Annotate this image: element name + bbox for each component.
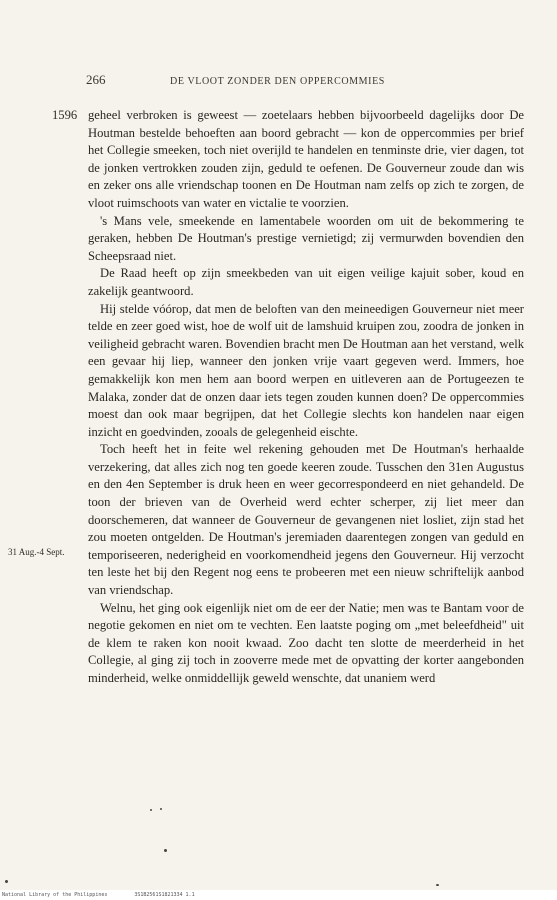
- running-head: [86, 72, 466, 88]
- scan-speck: [160, 808, 162, 810]
- paragraph: geheel verbroken is geweest — zoetelaars hebben bijvoorbeeld dagelijks door De Houtman bestelde behoeften aan boord gebracht — kon de oppercommies per brief het Collegie smeeken, toch niet overijld te handelen en tenminste drie, vier dagen, tot de jonken vertrokken zouden zijn, geduld te oefenen. De Gouverneur zoude dan wis en zeker ons alle vriendschap toonen en De Houtman nam zelfs op zich te zorgen, de vloot ruimschoots van water en victalie te voorzien.: [88, 108, 524, 210]
- running-title: DE VLOOT ZONDER DEN OPPERCOMMIES: [170, 76, 385, 87]
- footer-library: National Library of the Philippines: [2, 892, 108, 898]
- scan-speck: [150, 809, 152, 811]
- margin-date-range: 31 Aug.-4 Sept.: [8, 547, 65, 557]
- page-number: 266: [86, 72, 106, 87]
- scan-speck: [164, 849, 167, 852]
- scan-speck: [436, 884, 439, 886]
- margin-year: 1596: [52, 108, 78, 122]
- paragraph: 's Mans vele, smeekende en lamentabele woorden om uit de bekommering te geraken, hebben De Houtman's prestige vernietigd; zij vermurwden bovendien den Scheepsraad niet.: [88, 213, 524, 263]
- paragraph: De Raad heeft op zijn smeekbeden van uit eigen veilige kajuit sober, koud en zakelijk geantwoord.: [88, 266, 524, 298]
- scan-speck: [5, 880, 8, 883]
- paragraph: Toch heeft het in feite wel rekening gehouden met De Houtman's herhaalde verzekering, dat alles zich nog ten goede keeren zoude. Tusschen den 31en Augustus en den 4en September is druk heen en weer gecorrespondeerd en niet gehandeld. De toon der brieven van de Overheid werd echter scherper, zij liet meer dan doorschemeren, dat wanneer de Gouverneur de gevangenen niet losliet, zijn stad het zou moeten ontgelden. De Houtman's jeremiaden daarentegen zongen van geduld en temporiseeren, nederigheid en voorkomendheid jegens den Gouverneur. Hij verzocht ten leste het bij den Regent nog eens te probeeren met een nieuw schriftelijk aanbod van vriendschap.: [88, 442, 524, 598]
- paragraph: Welnu, het ging ook eigenlijk niet om de eer der Natie; men was te Bantam voor de negotie gekomen en niet om te vechten. Een laatste poging om „met beleefdheid" uit de klem te raken kon nooit kwaad. Zoo dacht ten slotte de meerderheid in het Collegie, al ging zij toch in zooverre mede met de opvatting der korter aangebonden minderheid, welke onmiddellijk geweld wenschte, dat unaniem werd: [88, 600, 524, 685]
- body-text: [88, 107, 524, 688]
- paragraph: Hij stelde vóórop, dat men de beloften van den meineedigen Gouverneur niet meer telde en zeer goed wist, hoe de wolf uit de lamshuid kruipen zou, zoodra de jonken in veiligheid gebracht waren. Bovendien bracht men De Houtman aan het verstand, welk een gevaar hij liep, wanneer den jonken vrije vaart gegeven werd. Immers, hoe gemakkelijk kon men hem aan boord werpen en uitleveren aan de Portugeezen te Malaka, zonder dat de onzen daar iets tegen zouden kunnen doen? De oppercommies moest dan ook maar begrijpen, dat het Collegie slechts kon handelen naar eigen inzicht en goedvinden, zooals de gelegenheid eischte.: [88, 301, 524, 439]
- scan-footer-strip: [0, 890, 557, 900]
- footer-code: 3S1B2561S1821334 1.1: [134, 892, 195, 898]
